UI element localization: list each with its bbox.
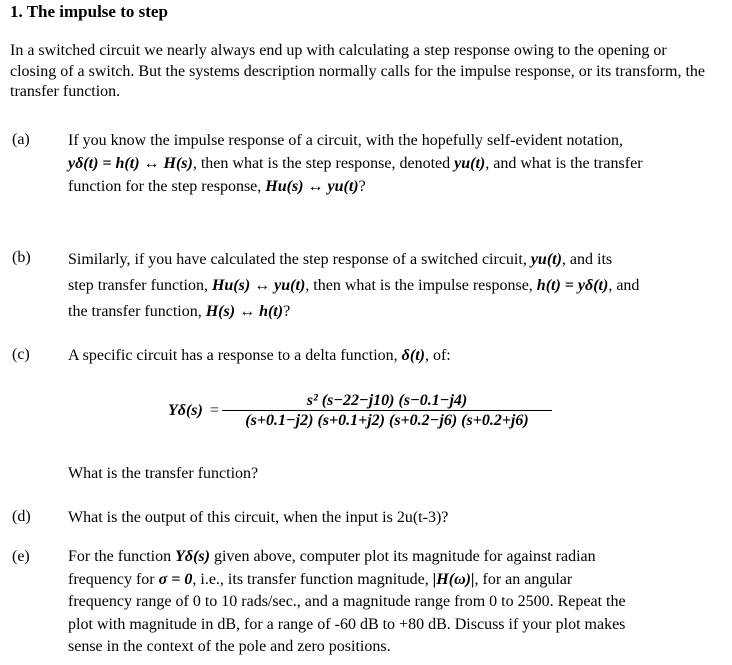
part-e-line2-math2: |H(ω)|	[432, 570, 475, 588]
part-e-line2	[68, 569, 723, 592]
part-b-body	[68, 247, 723, 325]
part-e-line5: sense in the context of the pole and zero positions.	[68, 638, 391, 655]
part-b-line2-mid: , then what is the impulse response,	[305, 277, 537, 294]
transfer-equation-fraction	[222, 392, 552, 430]
part-a-line1: If you know the impulse response of a circuit, with the hopefully self-evident notation,	[68, 132, 623, 149]
part-b-line1-text: Similarly, if you have calculated the step response of a switched circuit,	[68, 251, 531, 268]
part-e-line2-mid: , i.e., its transfer function magnitude,	[192, 570, 433, 588]
part-c-label: (c)	[12, 346, 30, 363]
part-c-text: A specific circuit has a response to a delta function,	[68, 347, 402, 364]
equation-numerator: s² (s−22−j10) (s−0.1−j4)	[306, 392, 468, 409]
part-b-line2-text: step transfer function,	[68, 277, 212, 294]
part-e-line1-math: Yδ(s)	[175, 548, 210, 565]
problem-title: 1. The impulse to step	[10, 2, 168, 21]
part-e-line2-math: σ = 0	[158, 570, 193, 588]
part-a-line2	[68, 152, 723, 175]
part-a-line3-tail: ?	[358, 178, 366, 195]
part-e-label: (e)	[12, 548, 30, 565]
part-b-line3	[68, 299, 723, 325]
part-b-line2	[68, 273, 723, 299]
delta-function: δ(t)	[401, 347, 425, 364]
part-c-question: What is the transfer function?	[68, 465, 259, 482]
part-e-line1	[68, 546, 723, 569]
part-b-line2-tail: , and	[608, 277, 640, 294]
part-e-line2-tail: , for an angular	[474, 570, 573, 588]
part-d-label: (d)	[12, 508, 31, 525]
part-a-line3-text: function for the step response,	[68, 178, 266, 195]
step-response: yu(t)	[454, 155, 486, 172]
part-b-line2-math: Hu(s) ↔ yu(t)	[211, 277, 306, 294]
part-a-line3	[68, 175, 723, 198]
part-e-line1-text: For the function	[68, 548, 176, 565]
part-e-line2-text: frequency for	[68, 570, 159, 588]
part-b-line2-math2: h(t) = yδ(t)	[536, 277, 609, 294]
part-b-line3-text: the transfer function,	[68, 303, 206, 320]
step-transfer-pair: Hu(s) ↔ yu(t)	[265, 178, 359, 195]
equation-lhs: Yδ(s)	[168, 402, 203, 419]
part-a-body	[68, 129, 723, 198]
part-c-line1	[68, 344, 723, 367]
part-d-text: What is the output of this circuit, when the input is 2u(t-3)?	[68, 509, 449, 526]
part-b-label: (b)	[12, 249, 31, 266]
part-b-line1-math: yu(t)	[530, 251, 562, 268]
part-e-body	[68, 546, 723, 659]
equation-equals: =	[210, 402, 220, 419]
part-a-line2-tail: , and what is the transfer	[485, 155, 643, 172]
part-c-tail: , of:	[424, 347, 451, 364]
part-a-line2-text: , then what is the step response, denoted	[192, 155, 455, 172]
part-b-line3-tail: ?	[283, 303, 291, 320]
part-b-line1	[68, 247, 723, 273]
part-e-line4: plot with magnitude in dB, for a range of -60 dB to +80 dB. Discuss if your plot makes	[68, 615, 626, 633]
part-b-line3-math: H(s) ↔ h(t)	[205, 303, 284, 320]
part-a-label: (a)	[12, 131, 30, 148]
intro-paragraph: In a switched circuit we nearly always end up with calculating a step response owing to the opening or closing of a switch. But the systems description normally calls for the impulse response, or its transform, the transfer function.	[10, 42, 705, 100]
part-e-line1-tail: given above, computer plot its magnitude for against radian	[209, 548, 596, 565]
part-e-line3: frequency range of 0 to 10 rads/sec., and a magnitude range from 0 to 2500. Repeat the	[68, 593, 626, 610]
impulse-pair: yδ(t) = h(t) ↔ H(s)	[68, 155, 193, 172]
equation-denominator: (s+0.1−j2) (s+0.1+j2) (s+0.2−j6) (s+0.2+j6)	[222, 410, 552, 430]
part-b-line1-tail: , and its	[561, 251, 613, 268]
